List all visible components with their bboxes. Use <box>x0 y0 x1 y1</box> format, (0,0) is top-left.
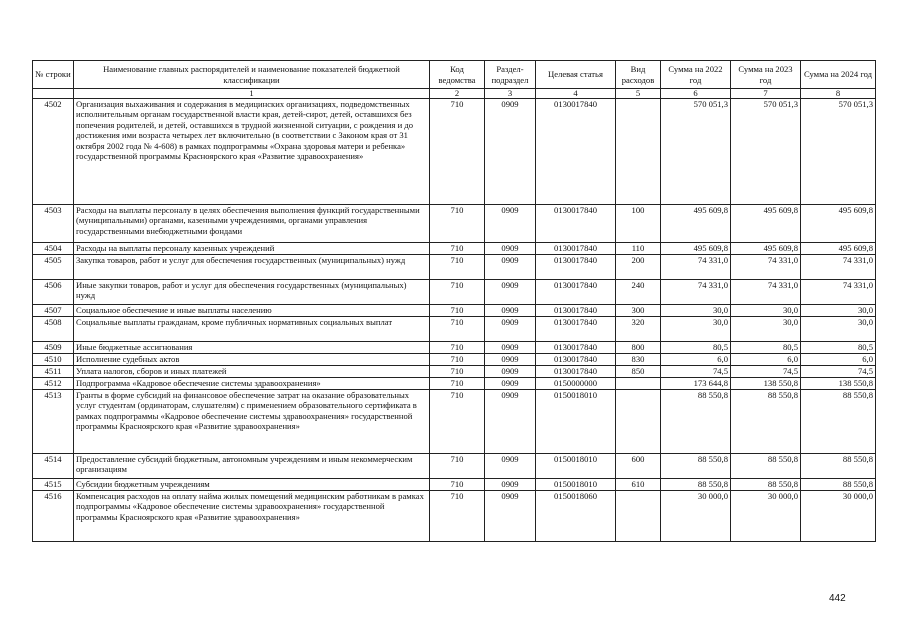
section-code: 0909 <box>485 354 536 366</box>
row-number: 4507 <box>33 305 74 317</box>
column-number: 7 <box>731 89 801 99</box>
row-number: 4511 <box>33 366 74 378</box>
table-row <box>33 454 876 479</box>
header-dept-code: Код ведомства <box>430 61 485 89</box>
sum-2024: 74 331,0 <box>801 280 876 305</box>
sum-2023: 495 609,8 <box>731 205 801 243</box>
sum-2022: 30 000,0 <box>661 491 731 542</box>
sum-2024: 138 550,8 <box>801 378 876 390</box>
dept-code: 710 <box>430 378 485 390</box>
target-code: 0130017840 <box>536 354 616 366</box>
dept-code: 710 <box>430 255 485 280</box>
header-section: Раздел-подраздел <box>485 61 536 89</box>
sum-2024: 74 331,0 <box>801 255 876 280</box>
row-name: Субсидии бюджетным учреждениям <box>74 479 430 491</box>
row-number: 4502 <box>33 99 74 205</box>
sum-2022: 30,0 <box>661 305 731 317</box>
row-name: Гранты в форме субсидий на финансовое обеспечение затрат на оказание образовательных услуг студентам (ординаторам, слушателям) с применением образовательного сертификата в рамках подпрограммы «Кадровое обеспечение системы здравоохранения» государственной программы Красноярского края «Развитие здравоохранения» <box>74 390 430 454</box>
row-number: 4505 <box>33 255 74 280</box>
section-code: 0909 <box>485 479 536 491</box>
table-row <box>33 317 876 342</box>
row-number: 4516 <box>33 491 74 542</box>
dept-code: 710 <box>430 205 485 243</box>
target-code: 0150000000 <box>536 378 616 390</box>
sum-2022: 495 609,8 <box>661 243 731 255</box>
expense-type: 110 <box>616 243 661 255</box>
column-number: 5 <box>616 89 661 99</box>
sum-2023: 88 550,8 <box>731 390 801 454</box>
sum-2023: 74,5 <box>731 366 801 378</box>
row-name: Исполнение судебных актов <box>74 354 430 366</box>
section-code: 0909 <box>485 305 536 317</box>
expense-type: 610 <box>616 479 661 491</box>
section-code: 0909 <box>485 366 536 378</box>
target-code: 0130017840 <box>536 243 616 255</box>
sum-2023: 30,0 <box>731 305 801 317</box>
column-number: 3 <box>485 89 536 99</box>
sum-2024: 6,0 <box>801 354 876 366</box>
section-code: 0909 <box>485 378 536 390</box>
row-name: Социальное обеспечение и иные выплаты населению <box>74 305 430 317</box>
expense-type: 240 <box>616 280 661 305</box>
target-code: 0150018060 <box>536 491 616 542</box>
sum-2022: 80,5 <box>661 342 731 354</box>
table-row <box>33 342 876 354</box>
table-row <box>33 491 876 542</box>
dept-code: 710 <box>430 243 485 255</box>
section-code: 0909 <box>485 99 536 205</box>
dept-code: 710 <box>430 366 485 378</box>
table-row <box>33 205 876 243</box>
sum-2023: 570 051,3 <box>731 99 801 205</box>
table-row <box>33 354 876 366</box>
target-code: 0150018010 <box>536 479 616 491</box>
sum-2022: 74 331,0 <box>661 255 731 280</box>
section-code: 0909 <box>485 280 536 305</box>
column-number: 4 <box>536 89 616 99</box>
sum-2024: 74,5 <box>801 366 876 378</box>
sum-2024: 30,0 <box>801 305 876 317</box>
sum-2024: 30,0 <box>801 317 876 342</box>
header-name: Наименование главных распорядителей и наименование показателей бюджетной классификации <box>74 61 430 89</box>
target-code: 0130017840 <box>536 99 616 205</box>
column-number: 6 <box>661 89 731 99</box>
header-sum-2024: Сумма на 2024 год <box>801 61 876 89</box>
table-row <box>33 280 876 305</box>
row-number: 4503 <box>33 205 74 243</box>
dept-code: 710 <box>430 491 485 542</box>
target-code: 0130017840 <box>536 255 616 280</box>
dept-code: 710 <box>430 342 485 354</box>
budget-table <box>32 60 876 542</box>
table-row <box>33 99 876 205</box>
row-name: Компенсация расходов на оплату найма жилых помещений медицинским работникам в рамках подпрограммы «Кадровое обеспечение системы здравоохранения» государственной программы Красноярского края «Развитие здравоохранения» <box>74 491 430 542</box>
row-number: 4510 <box>33 354 74 366</box>
dept-code: 710 <box>430 305 485 317</box>
section-code: 0909 <box>485 454 536 479</box>
header-target: Целевая статья <box>536 61 616 89</box>
sum-2023: 138 550,8 <box>731 378 801 390</box>
column-number <box>33 89 74 99</box>
sum-2023: 6,0 <box>731 354 801 366</box>
row-name: Расходы на выплаты персоналу в целях обеспечения выполнения функций государственными (муниципальными) органами, казенными учреждениями, органами управления государственными внебюджетными фондами <box>74 205 430 243</box>
row-name: Предоставление субсидий бюджетным, автономным учреждениям и иным некоммерческим организациям <box>74 454 430 479</box>
expense-type: 850 <box>616 366 661 378</box>
table-row <box>33 390 876 454</box>
sum-2024: 88 550,8 <box>801 454 876 479</box>
row-name: Уплата налогов, сборов и иных платежей <box>74 366 430 378</box>
expense-type <box>616 378 661 390</box>
dept-code: 710 <box>430 354 485 366</box>
column-number: 2 <box>430 89 485 99</box>
sum-2024: 88 550,8 <box>801 390 876 454</box>
sum-2023: 74 331,0 <box>731 255 801 280</box>
sum-2023: 495 609,8 <box>731 243 801 255</box>
sum-2022: 74,5 <box>661 366 731 378</box>
sum-2023: 88 550,8 <box>731 479 801 491</box>
expense-type: 100 <box>616 205 661 243</box>
row-name: Организация выхаживания и содержания в медицинских организациях, подведомственных исполнительным органам государственной власти края, детей-сирот, детей, оставшихся без попечения родителей, и детей, оставшихся в трудной жизненной ситуации, с рождения и до достижения ими возраста четырех лет включительно (в соответствии с Законом края от 31 октября 2002 года № 4-608) в рамках подпрограммы «Охрана здоровья матери и ребенка» государственной программы Красноярского края «Развитие здравоохранения» <box>74 99 430 205</box>
expense-type <box>616 491 661 542</box>
row-number: 4504 <box>33 243 74 255</box>
row-name: Иные закупки товаров, работ и услуг для обеспечения государственных (муниципальных) нужд <box>74 280 430 305</box>
target-code: 0130017840 <box>536 317 616 342</box>
target-code: 0130017840 <box>536 342 616 354</box>
sum-2022: 88 550,8 <box>661 454 731 479</box>
table-row <box>33 243 876 255</box>
section-code: 0909 <box>485 243 536 255</box>
sum-2023: 30,0 <box>731 317 801 342</box>
sum-2022: 570 051,3 <box>661 99 731 205</box>
section-code: 0909 <box>485 255 536 280</box>
sum-2024: 30 000,0 <box>801 491 876 542</box>
row-name: Иные бюджетные ассигнования <box>74 342 430 354</box>
dept-code: 710 <box>430 280 485 305</box>
row-number: 4506 <box>33 280 74 305</box>
sum-2023: 30 000,0 <box>731 491 801 542</box>
header-row-no: № строки <box>33 61 74 89</box>
sum-2022: 74 331,0 <box>661 280 731 305</box>
sum-2024: 570 051,3 <box>801 99 876 205</box>
row-name: Закупка товаров, работ и услуг для обеспечения государственных (муниципальных) нужд <box>74 255 430 280</box>
table-row <box>33 305 876 317</box>
sum-2022: 173 644,8 <box>661 378 731 390</box>
expense-type <box>616 99 661 205</box>
column-numbers-row <box>33 89 876 99</box>
section-code: 0909 <box>485 317 536 342</box>
row-name: Социальные выплаты гражданам, кроме публичных нормативных социальных выплат <box>74 317 430 342</box>
section-code: 0909 <box>485 342 536 354</box>
section-code: 0909 <box>485 205 536 243</box>
expense-type: 320 <box>616 317 661 342</box>
header-row <box>33 61 876 89</box>
dept-code: 710 <box>430 479 485 491</box>
dept-code: 710 <box>430 390 485 454</box>
sum-2022: 495 609,8 <box>661 205 731 243</box>
table-row <box>33 366 876 378</box>
sum-2023: 80,5 <box>731 342 801 354</box>
section-code: 0909 <box>485 491 536 542</box>
row-name: Подпрограмма «Кадровое обеспечение системы здравоохранения» <box>74 378 430 390</box>
expense-type <box>616 390 661 454</box>
header-sum-2022: Сумма на 2022 год <box>661 61 731 89</box>
sum-2024: 80,5 <box>801 342 876 354</box>
column-number: 1 <box>74 89 430 99</box>
target-code: 0130017840 <box>536 205 616 243</box>
row-number: 4514 <box>33 454 74 479</box>
sum-2023: 74 331,0 <box>731 280 801 305</box>
expense-type: 300 <box>616 305 661 317</box>
page-number: 442 <box>829 593 846 604</box>
sum-2024: 495 609,8 <box>801 243 876 255</box>
row-number: 4515 <box>33 479 74 491</box>
table-row <box>33 378 876 390</box>
target-code: 0150018010 <box>536 390 616 454</box>
target-code: 0130017840 <box>536 366 616 378</box>
sum-2022: 6,0 <box>661 354 731 366</box>
section-code: 0909 <box>485 390 536 454</box>
dept-code: 710 <box>430 317 485 342</box>
expense-type: 200 <box>616 255 661 280</box>
row-number: 4509 <box>33 342 74 354</box>
column-number: 8 <box>801 89 876 99</box>
row-number: 4513 <box>33 390 74 454</box>
expense-type: 600 <box>616 454 661 479</box>
expense-type: 800 <box>616 342 661 354</box>
table-row <box>33 255 876 280</box>
sum-2023: 88 550,8 <box>731 454 801 479</box>
row-number: 4508 <box>33 317 74 342</box>
expense-type: 830 <box>616 354 661 366</box>
header-sum-2023: Сумма на 2023 год <box>731 61 801 89</box>
sum-2022: 88 550,8 <box>661 479 731 491</box>
sum-2022: 88 550,8 <box>661 390 731 454</box>
sum-2024: 88 550,8 <box>801 479 876 491</box>
table-row <box>33 479 876 491</box>
sum-2022: 30,0 <box>661 317 731 342</box>
header-exp-type: Вид расходов <box>616 61 661 89</box>
target-code: 0130017840 <box>536 305 616 317</box>
row-number: 4512 <box>33 378 74 390</box>
dept-code: 710 <box>430 99 485 205</box>
row-name: Расходы на выплаты персоналу казенных учреждений <box>74 243 430 255</box>
dept-code: 710 <box>430 454 485 479</box>
target-code: 0130017840 <box>536 280 616 305</box>
target-code: 0150018010 <box>536 454 616 479</box>
sum-2024: 495 609,8 <box>801 205 876 243</box>
